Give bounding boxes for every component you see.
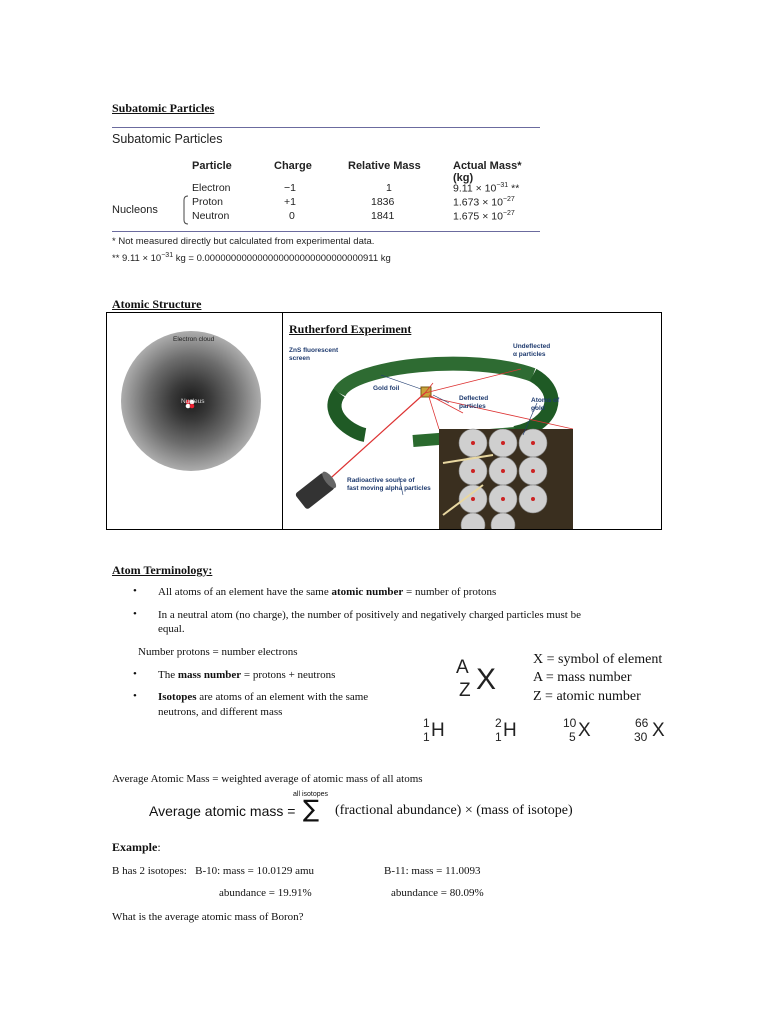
table-row-neutron-relmass: 1841 [371,210,395,222]
example-line2-right: abundance = 80.09% [391,887,484,899]
notation-mass-A: A [456,657,469,678]
formula-rhs: (fractional abundance) × (mass of isotope) [335,803,573,818]
notation-symbol-X: X [476,663,497,696]
isotope-h1-symbol: H [431,720,445,741]
isotope-h2-symbol: H [503,720,517,741]
bullet-mass-number: The mass number = protons + neutrons [158,669,336,681]
average-definition: Average Atomic Mass = weighted average of atomic mass of all atoms [112,773,423,785]
nucleus-label: Nucleus [181,398,205,405]
label-undeflected: Undeflected α particles [513,343,551,358]
header-actual-mass: Actual Mass* (kg) [453,160,522,184]
bullet-icon: • [133,608,137,620]
isotope-x66-symbol: X [652,720,665,741]
bullet-icon: • [133,690,137,702]
notation-atomic-Z: Z [459,680,471,701]
table-row-proton-relmass: 1836 [371,196,395,208]
example-line2-left: abundance = 19.91% [219,887,312,899]
header-relative-mass: Relative Mass [348,160,421,172]
table-row-neutron-mass: $1.675 \times 10^{-27}$ [453,210,515,223]
isotope-h2-num: 1 [495,730,502,744]
example-title: Example: [112,840,161,854]
legend-symbol: X = symbol of element [533,652,663,667]
example-question: What is the average atomic mass of Boron? [112,911,304,923]
bullet-isotopes-line1: Isotopes are atoms of an element with the same [158,691,369,703]
atomic-structure-figure [106,312,662,530]
protons-electrons-line: Number protons = number electrons [138,646,298,658]
isotope-x66-mass: 66 [635,716,649,730]
footnote-2: ** $9.11 \times 10^{-31}$ kg = 0.000000000000000000000000000000911 kg [112,252,391,265]
table-bottom-rule [112,231,540,232]
example-line1-right: B-11: mass = 11.0093 [384,865,481,877]
footnote-1: * Not measured directly but calculated from experimental data. [112,236,375,247]
bullet-atomic-number: All atoms of an element have the same atomic number = number of protons [158,586,497,598]
table-top-rule [112,127,540,128]
label-gold-foil: Gold foil [373,385,400,392]
header-particle: Particle [192,160,232,172]
header-charge: Charge [274,160,312,172]
legend-mass-number: A = mass number [533,670,632,685]
rutherford-title: Rutherford Experiment [289,322,412,336]
table-row-electron-mass: $9.11 \times 10^{-31}$ ** [453,182,520,195]
isotope-h2-mass: 2 [495,716,502,730]
bullet-neutral-atom-line2: equal. [158,623,185,635]
isotope-x10-num: 5 [569,730,576,744]
nucleons-label: Nucleons [112,204,158,216]
bullet-neutral-atom-line1: In a neutral atom (no charge), the number of positively and negatively charged particles must be [158,609,581,621]
label-deflected: Deflected particles [459,395,489,410]
section-title-subatomic: Subatomic Particles [112,101,215,115]
table-title: Subatomic Particles [112,132,223,146]
isotope-x10-symbol: X [578,720,591,741]
isotope-x66-num: 30 [634,730,648,744]
section-title-atomic-structure: Atomic Structure [112,297,202,311]
table-row-proton-particle: Proton [192,196,223,208]
isotope-x10-mass: 10 [563,716,577,730]
subatomic-table [112,127,540,267]
table-row-electron-particle: Electron [192,182,231,194]
section-title-terminology: Atom Terminology: [112,563,213,577]
sigma-symbol: ∑ [303,795,320,823]
rutherford-diagram [283,335,573,529]
label-atoms-of-gold: Atoms of gold [531,397,560,412]
legend-atomic-number: Z = atomic number [533,689,641,704]
nucleons-bracket [182,195,190,225]
electron-cloud-label: Electron cloud [173,336,215,343]
isotope-h1-num: 1 [423,730,430,744]
table-row-neutron-charge: 0 [289,210,295,222]
table-row-electron-relmass: 1 [386,182,392,194]
sum-label: all isotopes [293,791,329,798]
label-zns-screen: ZnS fluorescent screen [289,347,339,362]
label-radioactive-source: Radioactive source of fast moving alpha particles [347,477,431,492]
example-line1-left: B has 2 isotopes: B-10: mass = 10.0129 amu [112,865,315,877]
bullet-isotopes-line2: neutrons, and different mass [158,706,283,718]
isotope-h1-mass: 1 [423,716,430,730]
bullet-icon: • [133,585,137,597]
bullet-icon: • [133,668,137,680]
table-row-electron-charge: −1 [284,182,296,194]
table-row-neutron-particle: Neutron [192,210,230,222]
table-row-proton-mass: $1.673 \times 10^{-27}$ [453,196,515,209]
table-row-proton-charge: +1 [284,196,296,208]
formula-lhs: Average atomic mass = [149,803,296,819]
